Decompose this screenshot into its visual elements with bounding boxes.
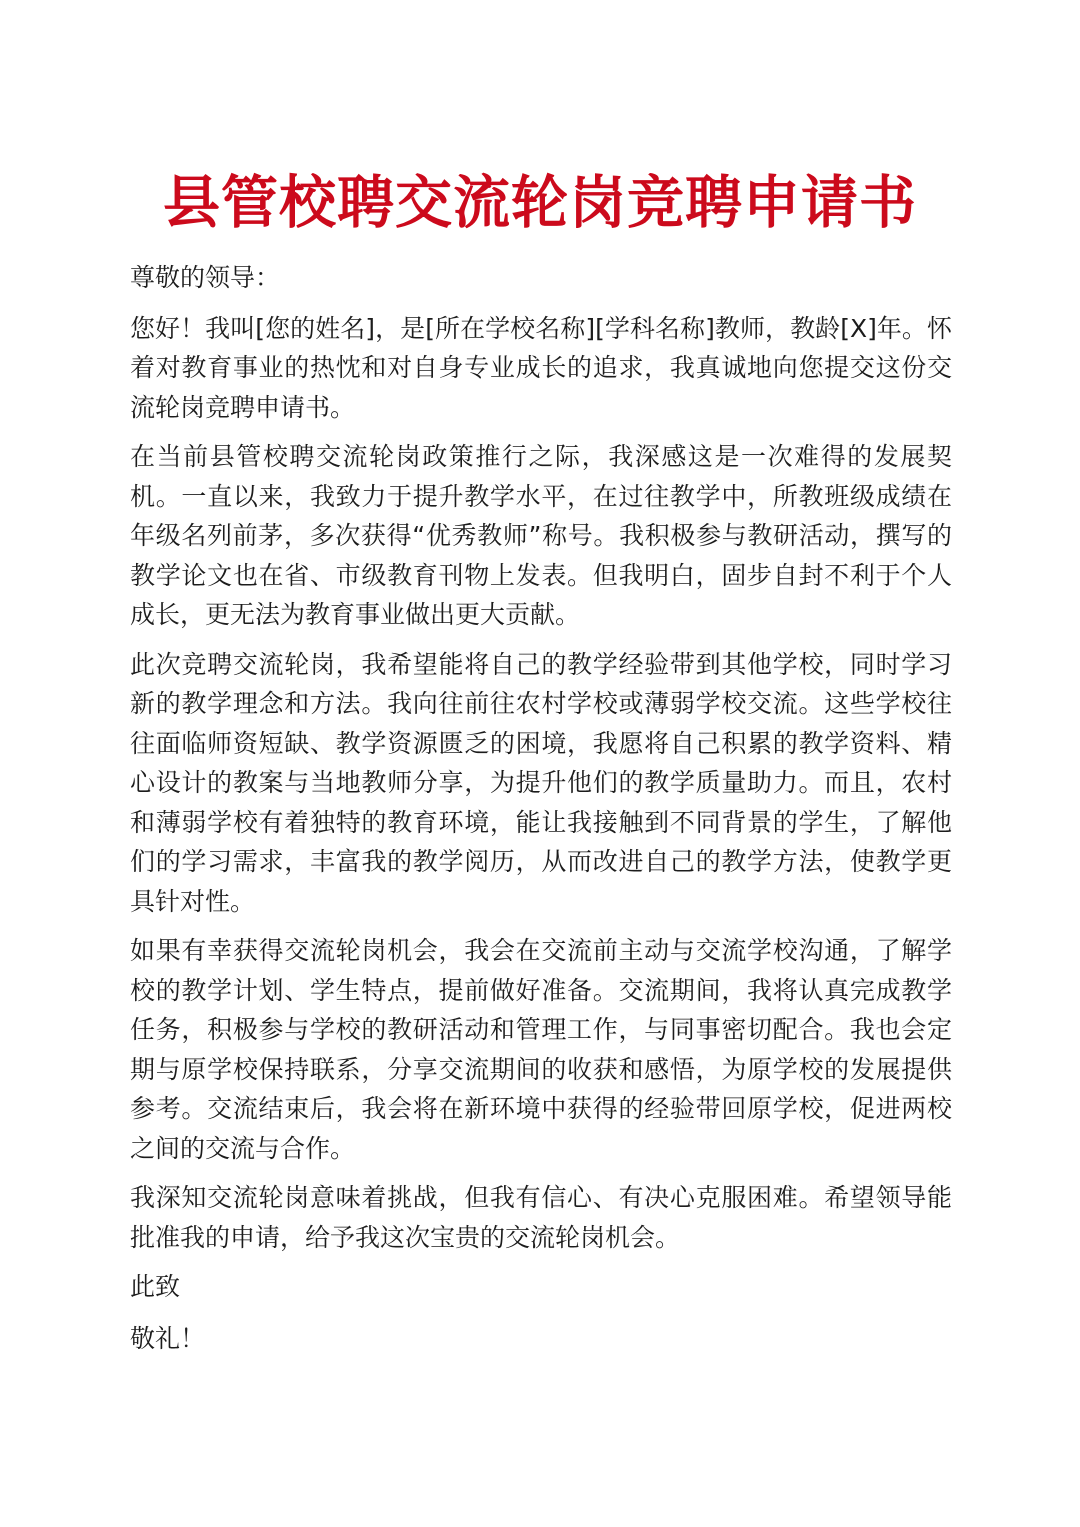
closing-greeting: 此致	[130, 1272, 181, 1301]
document-title: 县管校聘交流轮岗竞聘申请书	[163, 170, 917, 236]
paragraph-conclusion: 我深知交流轮岗意味着挑战，但我有信心、有决心克服困难。希望领导能批准我的申请，给予我这次宝贵的交流轮岗机会。	[130, 1183, 952, 1252]
document-body	[130, 258, 952, 1370]
closing-salute: 敬礼！	[130, 1323, 206, 1353]
salutation: 尊敬的领导：	[130, 263, 281, 292]
paragraph-background: 在当前县管校聘交流轮岗政策推行之际，我深感这是一次难得的发展契机。一直以来，我致力于提升教学水平，在过往教学中，所教班级成绩在年级名列前茅，多次获得“优秀教师”称号。我积极参与教研活动，撰写的教学论文也在省、市级教育刊物上发表。但我明白，固步自封不利于个人成长，更无法为教育事业做出更大贡献。	[130, 442, 952, 629]
paragraph-plan: 如果有幸获得交流轮岗机会，我会在交流前主动与交流学校沟通，了解学校的教学计划、学生特点，提前做好准备。交流期间，我将认真完成教学任务，积极参与学校的教研活动和管理工作，与同事密切配合。我也会定期与原学校保持联系，分享交流期间的收获和感悟，为原学校的发展提供参考。交流结束后，我会将在新环境中获得的经验带回原学校，促进两校之间的交流与合作。	[130, 936, 952, 1163]
paragraph-intro: 您好！我叫[您的姓名]，是[所在学校名称][学科名称]教师，教龄[X]年。怀着对教育事业的热忱和对自身专业成长的追求，我真诚地向您提交这份交流轮岗竞聘申请书。	[130, 313, 952, 422]
paragraph-motivation: 此次竞聘交流轮岗，我希望能将自己的教学经验带到其他学校，同时学习新的教学理念和方法。我向往前往农村学校或薄弱学校交流。这些学校往往面临师资短缺、教学资源匮乏的困境，我愿将自己积累的教学资料、精心设计的教案与当地教师分享，为提升他们的教学质量助力。而且，农村和薄弱学校有着独特的教育环境，能让我接触到不同背景的学生，了解他们的学习需求，丰富我的教学阅历，从而改进自己的教学方法，使教学更具针对性。	[130, 649, 952, 916]
